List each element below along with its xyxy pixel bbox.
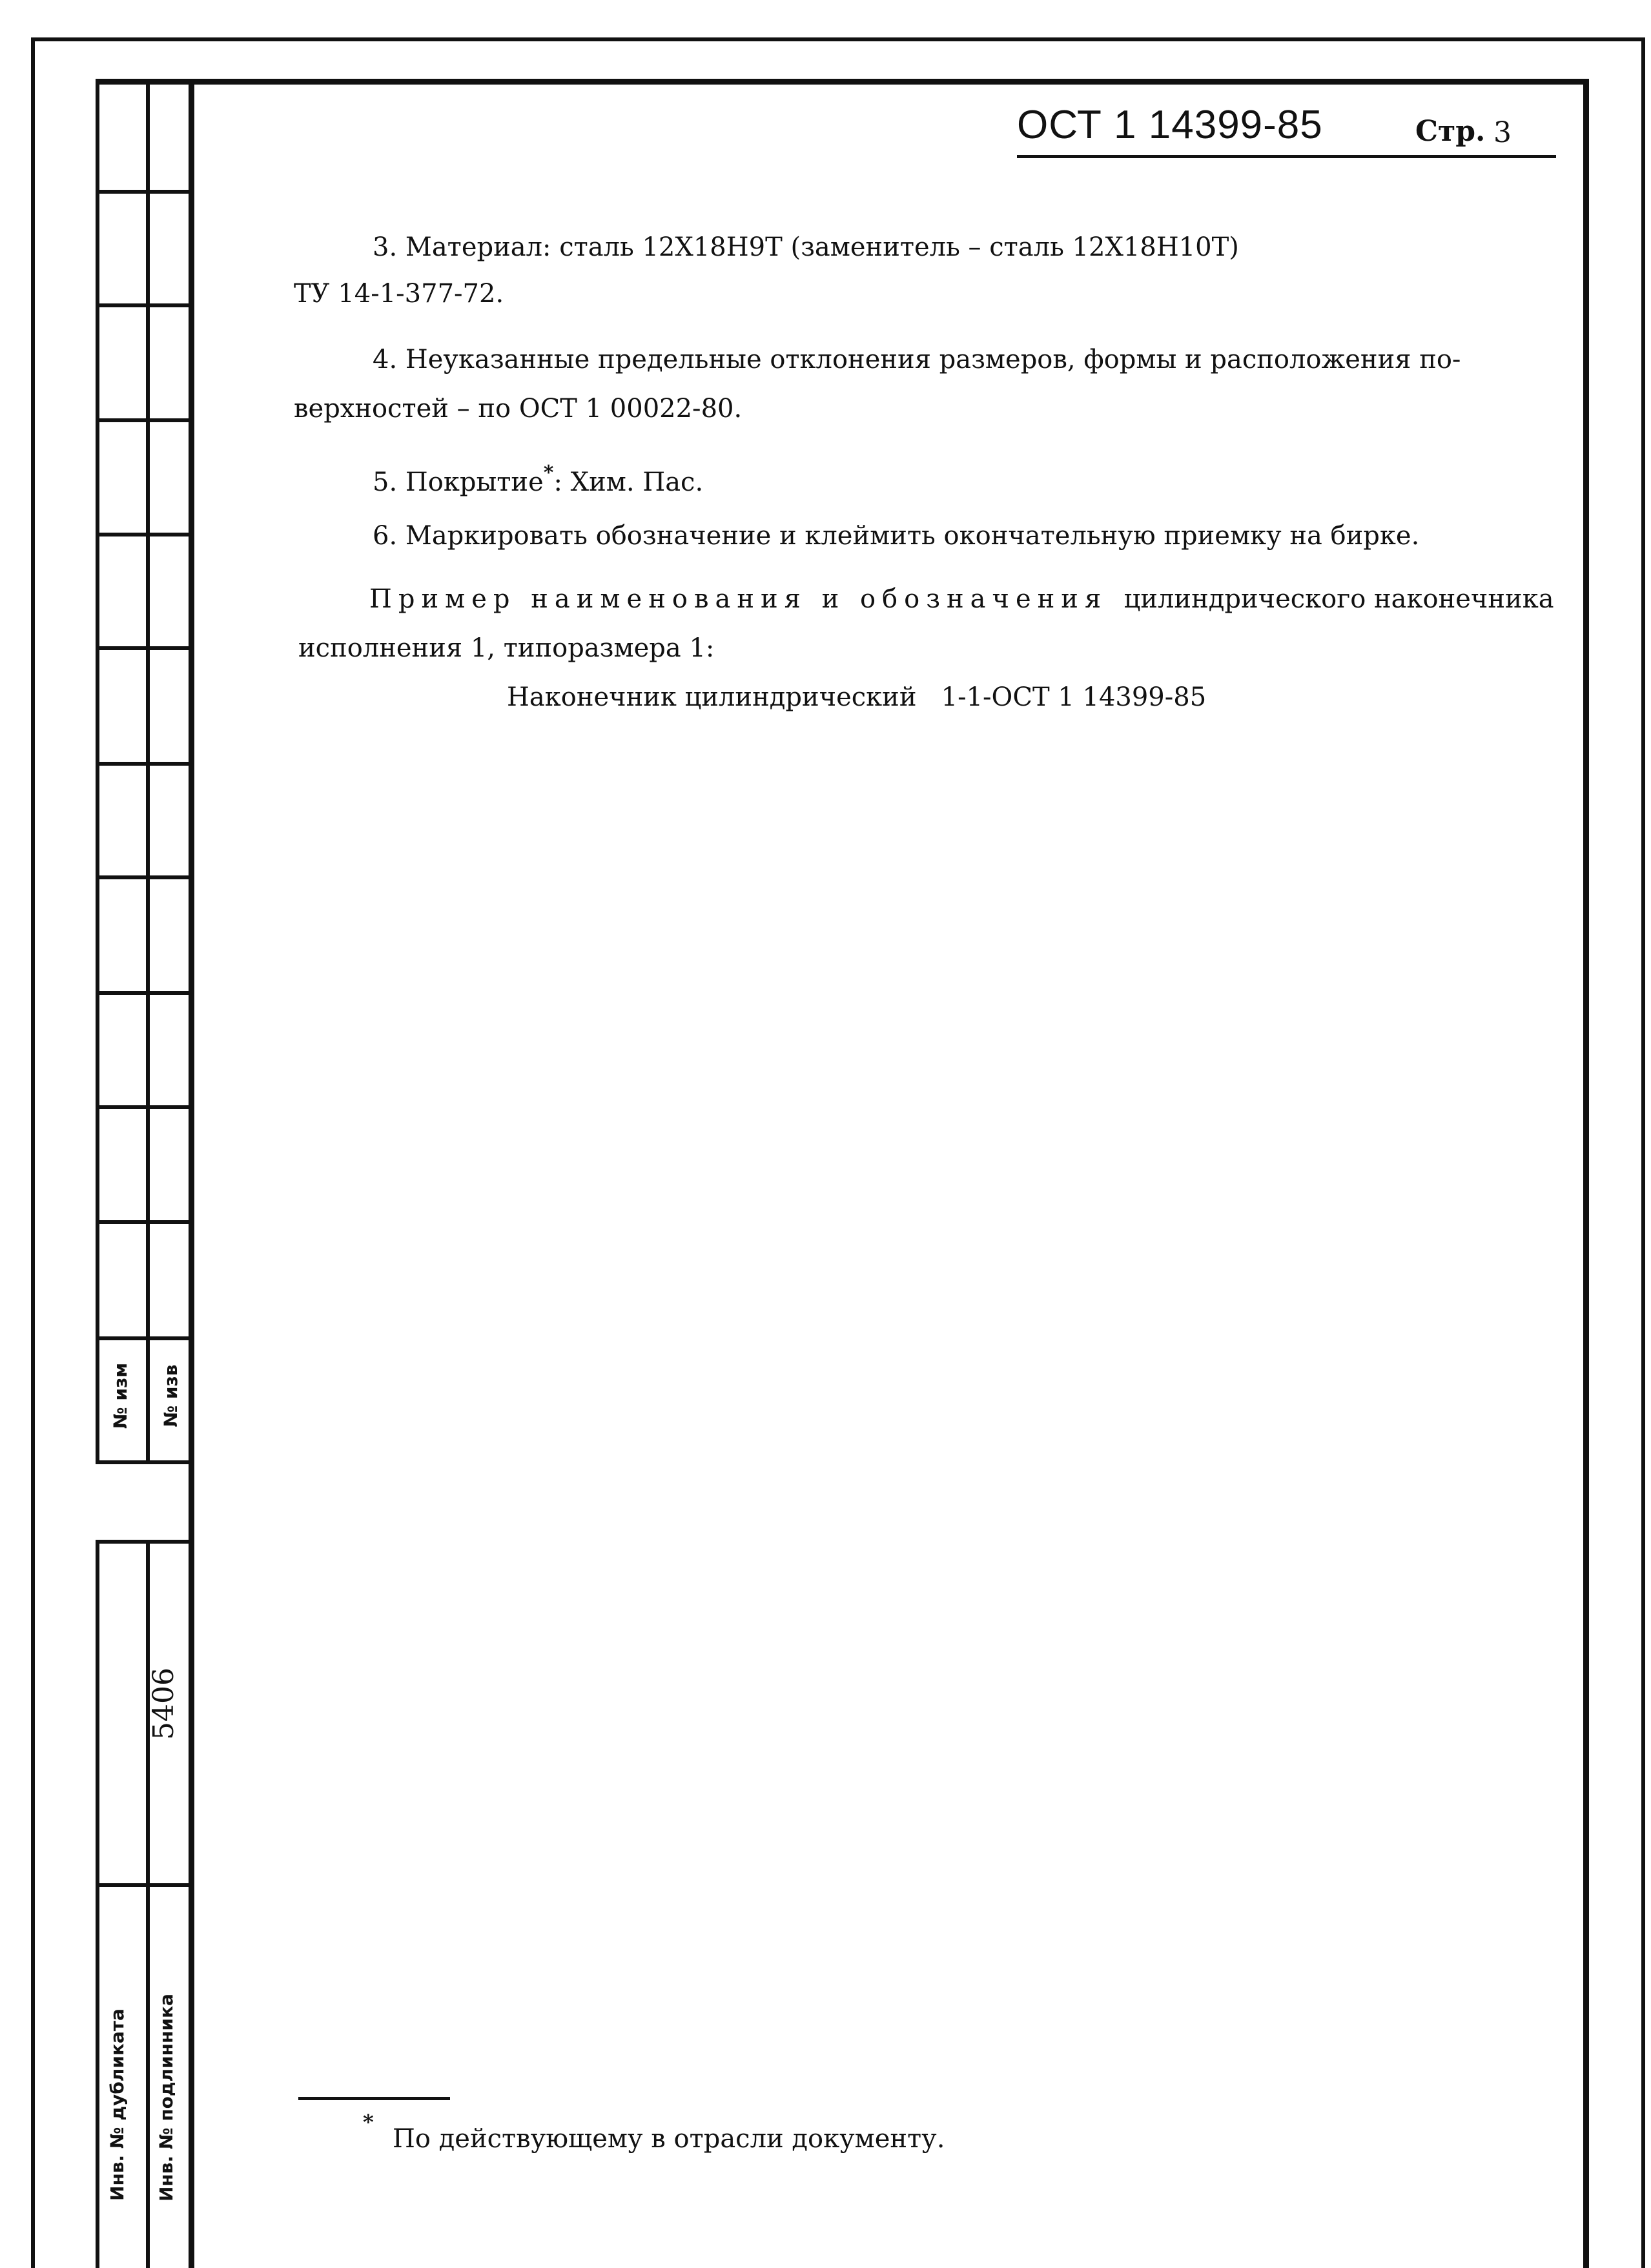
paragraph-4-line-2: верхностей – по ОСТ 1 00022-80. [294, 394, 743, 424]
strip-middle-line [146, 79, 150, 1464]
strip-outer-line [96, 79, 99, 1464]
paragraph-5-rest: : Хим. Пас. [553, 467, 704, 497]
example-line-1 [369, 573, 1554, 625]
strip-cell-divider [96, 1540, 191, 1544]
strip-cell-divider [96, 646, 191, 650]
strip-cell-divider [96, 991, 191, 995]
footnote-rule [298, 2097, 450, 2100]
izv-label: № изв [160, 1364, 181, 1427]
strip-lower-outer-line [96, 1540, 99, 2268]
paragraph-5-text: 5. Покрытие [373, 467, 544, 497]
outer-border-right [1641, 37, 1645, 2268]
strip-cell-divider [96, 762, 191, 766]
strip-cell-divider [96, 1105, 191, 1109]
paragraph-3-line-2: ТУ 14-1-377-72. [294, 279, 504, 309]
strip-cell-divider [96, 1220, 191, 1224]
footnote-mark: * [363, 2110, 374, 2134]
example-spaced-text: Пример наименования и обозначения [369, 584, 1108, 614]
frame-top [96, 79, 1588, 85]
document-code: ОСТ 1 14399-85 [1017, 103, 1323, 147]
example-line-2: исполнения 1, типоразмера 1: [298, 633, 715, 663]
inv-number: 5406 [147, 1668, 180, 1740]
frame-right [1583, 79, 1589, 2268]
paragraph-4-line-1: 4. Неуказанные предельные отклонения размеров, формы и расположения по- [373, 345, 1461, 374]
strip-cell-divider [96, 1336, 191, 1340]
example-designation: Наконечник цилиндрический 1-1-ОСТ 1 14399-85 [507, 682, 1207, 712]
paragraph-6: 6. Маркировать обозначение и клеймить окончательную приемку на бирке. [373, 521, 1420, 551]
strip-cell-divider [96, 533, 191, 536]
header-rule [1017, 155, 1556, 158]
strip-cell-divider [96, 303, 191, 307]
strip-lower-middle-line [146, 1540, 150, 2268]
page-label: Стр. [1415, 115, 1486, 148]
footnote-reference: * [543, 462, 554, 484]
frame-left [189, 79, 194, 2268]
paragraph-5 [373, 447, 703, 508]
page-number: 3 [1493, 116, 1512, 149]
footnote-text: По действующему в отрасли документу. [393, 2124, 945, 2154]
outer-border-left [31, 37, 35, 2268]
outer-border-top [31, 37, 1645, 41]
example-line-1-rest: цилиндрического наконечника [1123, 584, 1554, 614]
paragraph-3-line-1: 3. Материал: сталь 12Х18Н9Т (заменитель – сталь 12Х18Н10Т) [373, 232, 1239, 262]
strip-cell-divider [96, 1460, 191, 1464]
strip-cell-divider [96, 418, 191, 422]
dubl-label: Инв. № дубликата [107, 2008, 128, 2201]
podl-label: Инв. № подлинника [156, 1994, 177, 2202]
strip-cell-divider [96, 190, 191, 194]
izm-label: № изм [110, 1362, 131, 1429]
strip-cell-divider [96, 1883, 191, 1887]
strip-cell-divider [96, 875, 191, 879]
